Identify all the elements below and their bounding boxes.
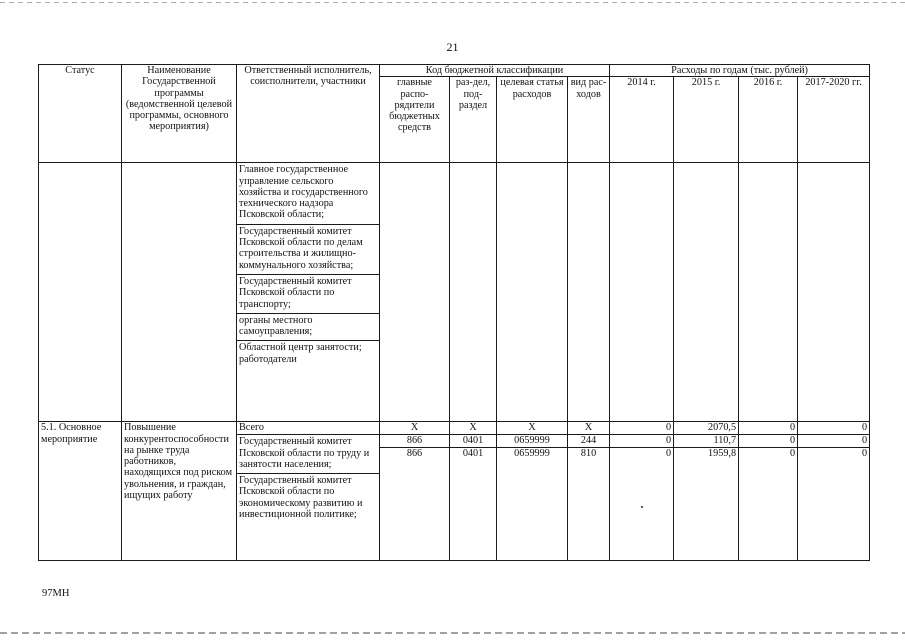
footer-code: 97МН [42,588,70,599]
row1-2015: 110,7 [674,435,739,447]
row1-2016: 0 [739,435,798,447]
cell-empty [798,459,870,561]
cell-empty [674,163,739,422]
header-grbs: главные распо-рядители бюджетных средств [380,77,450,163]
cell-empty [380,163,450,422]
cell-empty [39,163,122,422]
row2-2016: 0 [739,447,798,459]
total-grbs: X [380,422,450,435]
header-vr: вид рас-ходов [568,77,610,163]
cell-empty [450,459,497,561]
participant-text: Государственный комитет Псковской области по делам строительства и жилищно-коммунального хозяйства; [237,224,379,274]
total-2015: 2070,5 [674,422,739,435]
total-label: Всего [237,422,380,435]
cell-empty [450,163,497,422]
cell-empty [122,163,237,422]
row2-rz: 0401 [450,447,497,459]
cell-empty [568,459,610,561]
scan-edge-top [0,2,905,3]
header-name: Наименование Государственной программы (ведомственной целевой программы, основного мероприятия) [122,65,237,163]
cell-empty [497,459,568,561]
total-vr: X [568,422,610,435]
header-rz: раз-дел, под-раздел [450,77,497,163]
measure-name: Повышение конкурентоспособности на рынке труда работников, находящихся под риском увольнения, и граждан, ищущих работу [122,422,237,561]
header-2017-2020: 2017-2020 гг. [798,77,870,163]
row2-vr: 810 [568,447,610,459]
participant-text: Главное государственное управление сельского хозяйства и государственного технического надзора Псковской области; [239,164,368,221]
row2-grbs: 866 [380,447,450,459]
cell-empty [568,163,610,422]
total-rz: X [450,422,497,435]
cell-empty [610,459,674,561]
scan-speck [641,506,643,508]
measure-total-row [39,422,870,435]
header-budget-code: Код бюджетной классификации [380,65,610,77]
header-2015: 2015 г. [674,77,739,163]
row2-2015: 1959,8 [674,447,739,459]
header-2014: 2014 г. [610,77,674,163]
row2-csr: 0659999 [497,447,568,459]
header-csr: целевая статья расходов [497,77,568,163]
row1-rz: 0401 [450,435,497,447]
cell-empty [739,163,798,422]
row2-2014: 0 [610,447,674,459]
total-2016: 0 [739,422,798,435]
row1-grbs: 866 [380,435,450,447]
cell-empty [674,459,739,561]
row1-2017-2020: 0 [798,435,870,447]
total-csr: X [497,422,568,435]
continued-participants [237,163,380,422]
row1-vr: 244 [568,435,610,447]
header-responsible: Ответственный исполнитель, соисполнители, участники [237,65,380,163]
total-2014: 0 [610,422,674,435]
measure-status: 5.1. Основное мероприятие [39,422,122,561]
cell-empty [497,163,568,422]
continued-row [39,163,870,422]
participant-text: Государственный комитет Псковской области по экономическому развитию и инвестиционной политике; [237,473,379,523]
page-number: 21 [446,40,459,54]
header-row-1 [39,65,870,77]
header-2016: 2016 г. [739,77,798,163]
budget-table [38,64,870,561]
participant-text: органы местного самоуправления; [237,313,379,341]
cell-empty [380,459,450,561]
participant-text: Областной центр занятости; работодатели [237,340,379,368]
participant-text: Государственный комитет Псковской области по труду и занятости населения; [239,436,370,470]
scan-edge-bottom [0,632,905,634]
total-2017-2020: 0 [798,422,870,435]
row1-csr: 0659999 [497,435,568,447]
row1-2014: 0 [610,435,674,447]
participant-text: Государственный комитет Псковской области по транспорту; [237,274,379,313]
row2-2017-2020: 0 [798,447,870,459]
cell-empty [739,459,798,561]
header-status: Статус [39,65,122,163]
cell-empty [798,163,870,422]
measure-participants [237,435,380,561]
cell-empty [610,163,674,422]
header-expenses: Расходы по годам (тыс. рублей) [610,65,870,77]
